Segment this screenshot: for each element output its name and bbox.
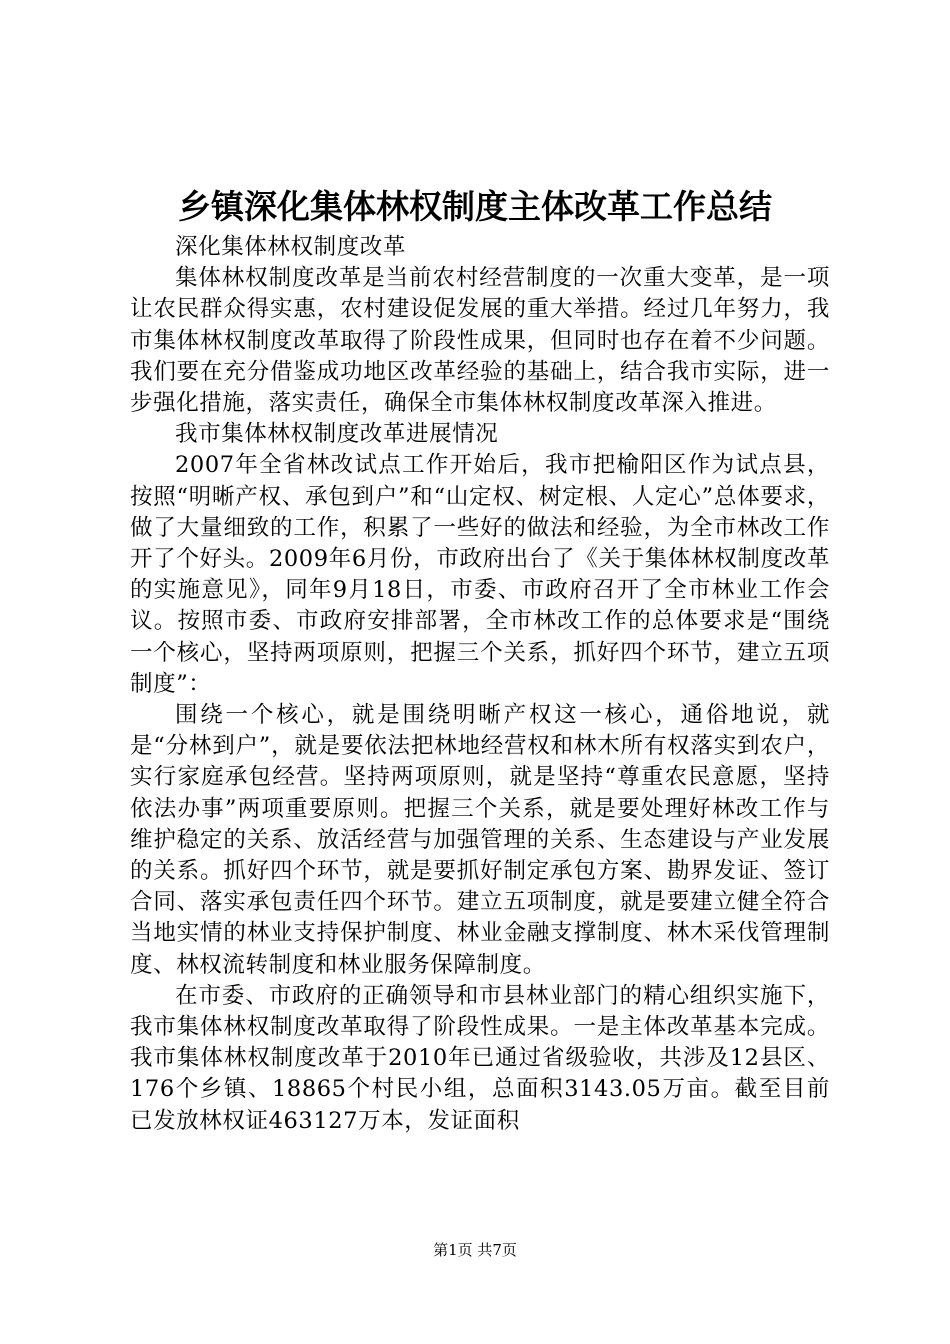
paragraph: 围绕一个核心，就是围绕明晰产权这一核心，通俗地说，就是“分林到户”，就是要依法把林地经营权和林木所有权落实到农户，实行家庭承包经营。坚持两项原则，就是坚持“尊重农民意愿，坚持依法办事”两项重要原则。把握三个关系，就是要处理好林改工作与维护稳定的关系、放活经营与加强管理的关系、生态建设与产业发展的关系。抓好四个环节，就是要抓好制定承包方案、勘界发证、签订合同、落实承包责任四个环节。建立五项制度，就是要建立健全符合当地实情的林业支持保护制度、林业金融支撑制度、林木采伐管理制度、林权流转制度和林业服务保障制度。	[130, 702, 830, 978]
section-heading: 我市集体林权制度改革进展情况	[175, 421, 499, 448]
document-title: 乡镇深化集体林权制度主体改革工作总结	[178, 187, 772, 226]
paragraph: 在市委、市政府的正确领导和市县林业部门的精心组织实施下，我市集体林权制度改革取得了阶段性成果。一是主体改革基本完成。我市集体林权制度改革于2010年已通过省级验收，共涉及12县区、176个乡镇、18865个村民小组，总面积3143.05万亩。截至目前已发放林权证463127万本，发证面积	[130, 982, 830, 1134]
paragraph: 集体林权制度改革是当前农村经营制度的一次重大变革，是一项让农民群众得实惠，农村建设促发展的重大举措。经过几年努力，我市集体林权制度改革取得了阶段性成果，但同时也存在着不少问题。我们要在充分借鉴成功地区改革经验的基础上，结合我市实际，进一步强化措施，落实责任，确保全市集体林权制度改革深入推进。	[130, 265, 830, 417]
section-heading: 深化集体林权制度改革	[175, 234, 407, 260]
paragraph: 2007年全省林改试点工作开始后，我市把榆阳区作为试点县，按照“明晰产权、承包到户”和“山定权、树定根、人定心”总体要求，做了大量细致的工作，积累了一些好的做法和经验，为全市林改工作开了个好头。2009年6月份，市政府出台了《关于集体林权制度改革的实施意见》，同年9月18日，市委、市政府召开了全市林业工作会议。按照市委、市政府安排部署，全市林改工作的总体要求是“围绕一个核心，坚持两项原则，把握三个关系，抓好四个环节，建立五项制度”：	[130, 452, 830, 697]
document-body	[130, 232, 830, 1137]
page-number-footer: 第1页 共7页	[433, 1241, 517, 1259]
